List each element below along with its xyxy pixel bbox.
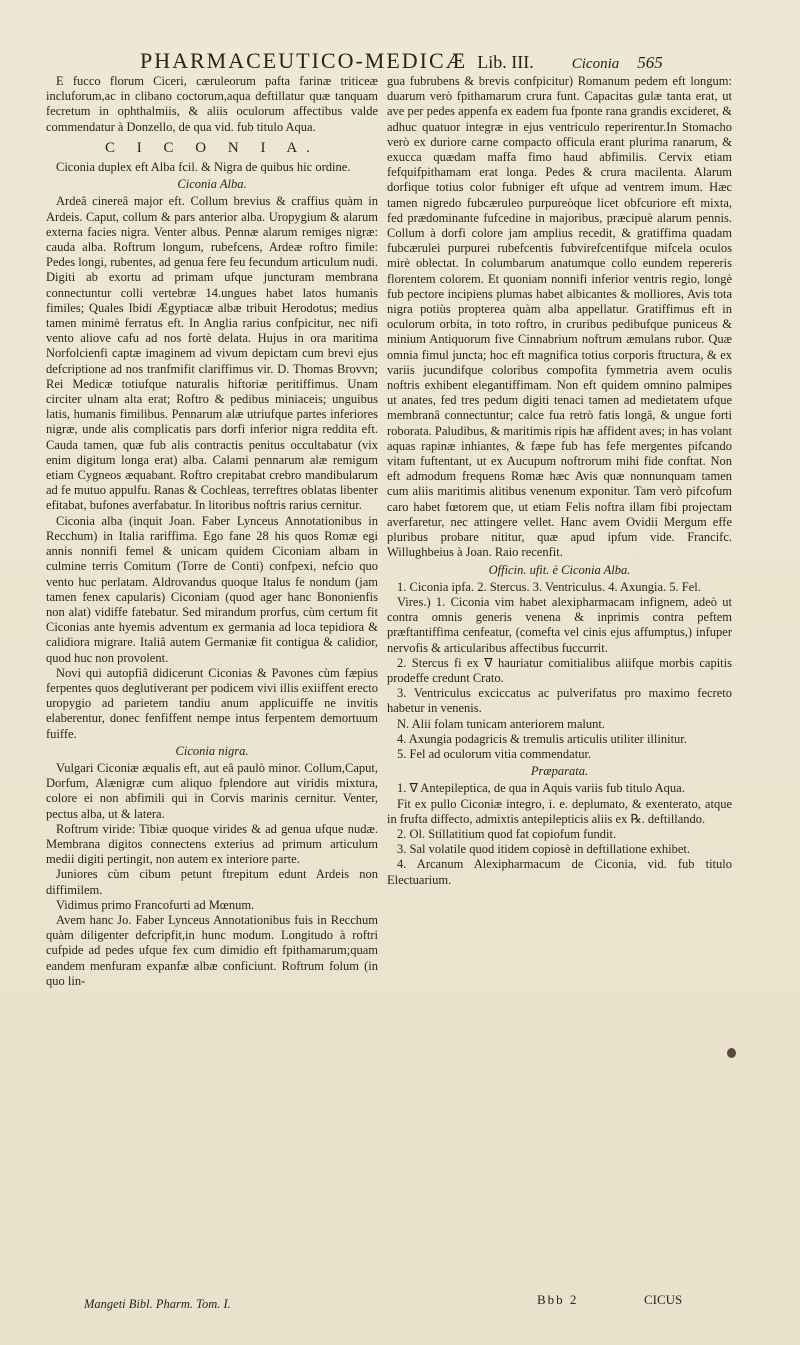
signature-mark: Bbb 2 (537, 1292, 579, 1307)
paragraph: Juniores cùm cibum petunt ftrepitum edunt Ardeis non diffimilem. (46, 867, 378, 897)
paragraph: Novi qui autopfiâ didicerunt Ciconias & Pavones cùm fæpius ferpentes quos deglutiverant per podicem vivi illis exiiffent erecto uropygio ad parietem tandiu anum applicuiffe ne invitis elaberentur, donec fenfiffent nempe intus ferpentem demortuum fuiffe. (46, 665, 378, 741)
subsection-title: Ciconia nigra. (175, 743, 249, 758)
section-headword: Ciconia (571, 56, 620, 72)
paragraph: 5. Fel ad oculorum vitia commendatur. (397, 746, 592, 761)
paragraph: 3. Ventriculus exciccatus ac pulverifatus pro maximo fecreto habetur in venenis. (387, 686, 732, 716)
paragraph: N. Alii folam tunicam anteriorem malunt. (397, 716, 605, 731)
paragraph: Vidimus primo Francofurti ad Mœnum. (56, 897, 255, 912)
subsection-title: Præparata. (530, 764, 589, 779)
paragraph: 1. ∇ Antepileptica, de qua in Aquis variis fub titulo Aqua. (397, 781, 685, 796)
catchword: CICUS (644, 1292, 683, 1307)
paragraph: Vires.) 1. Ciconia vim habet alexipharmacam infignem, adeò ut contra omnis generis venena & inprimis contra peftem præftantiffima cenfeatur, (comefta vel cinis ejus affumptus,) infuper nervofis & articularibus affectibus fuccurrit. (387, 594, 732, 655)
footer-source: Mangeti Bibl. Pharm. Tom. I. (84, 1297, 231, 1311)
right-column (387, 74, 732, 888)
paragraph: Ciconia duplex eft Alba fcil. & Nigra de quibus hic ordine. (56, 160, 351, 175)
paragraph: 4. Arcanum Alexipharmacum de Ciconia, vid. fub titulo Electuarium. (387, 857, 732, 887)
paragraph: Vulgari Ciconiæ æqualis eft, aut eâ paulò minor. Collum,Caput, Dorfum, Alænigræ cum aliquo fplendore aut viridis mixtura, colore ei non abfimili qui in Corvis marinis cernitur. Venter, pectus alba, ut & latera. (46, 760, 378, 821)
ink-blot (727, 1048, 736, 1058)
page-number: 565 (637, 53, 663, 72)
paragraph: Ardeâ cinereâ major eft. Collum brevius & craffius quàm in Ardeis. Caput, collum & pars anterior alba. Uropygium & alarum externa facies nigra. Venter albus. Pennæ alarum remiges nigræ: cauda alba. Roftrum longum, rubefcens, Ardeæ roftro fimile: Pedes longi, rubentes, ad genua fere feu fecundum articulum nudi. Digiti ab exortu ad primam ufque juncturam membrana connectuntur colli vertebræ 14.ungues habet latos humanis fimiles; Quales Ibidi Ægyptiacæ albæ tribuit Herodotus; medius tamen minimè ferratus eft. In Anglia rarius confpicitur, nec nifi vento aliove cafu ad nos fortè delata. Hujus in ora maritima Norfolcienfi captæ imaginem ad vivum depictam cum brevi ejus defcriptione ad nos tranfmifit clariffimus vir. D. Thomas Brovvn; Rei Medicæ totiufque naturalis hiftoriæ peritiffimus. Unam circiter ulnam alta erat; Roftro & pedibus miniaceis; unguibus latis, humanis fimilibus. Pennarum alæ utriufque partes inferiores nigræ, unde alis complicatis pars dorfi inferior nigra reddita eft. Cauda tamen, quæ fub alis contractis penitus occultabatur (vix enim digitum longa erat) alba. Calami pennarum alæ remigum etiam Cygneos æquabant. Roftro crepitabat crebro mandibularum ad fe mutuo appulfu. Ranas & Cochleas, terreftres oblatas libenter efitabat, bufones averfabatur. In litoribus noftris rarius cernitur. (46, 194, 378, 513)
page-footer (40, 1292, 760, 1337)
paragraph: Avem hanc Jo. Faber Lynceus Annotationibus fuis in Recchum quàm diligenter defcripfit,in hunc modum. Longitudo à roftri cufpide ad pedes ufque fex cum dimidio eft fpithamarum;quam eandem menfuram expanfæ albæ conficiunt. Roftrum folum (in quo lin- (46, 912, 378, 988)
paragraph: 3. Sal volatile quod itidem copiosè in deftillatione exhibet. (397, 842, 690, 857)
running-title: PHARMACEUTICO-MEDICÆ (140, 48, 468, 73)
paragraph: 4. Axungia podagricis & tremulis articulis utiliter illinitur. (397, 731, 687, 746)
paragraph: 2. Stercus fi ex ∇ hauriatur comitialibus aliifque morbis capitis prodeffe credunt Crato. (387, 655, 732, 685)
left-column (46, 74, 378, 989)
paragraph: 1. Ciconia ipfa. 2. Stercus. 3. Ventriculus. 4. Axungia. 5. Fel. (397, 579, 701, 594)
section-title: C I C O N I A. (105, 139, 319, 156)
subsection-title: Officin. ufit. è Ciconia Alba. (488, 562, 631, 577)
book-number: Lib. III. (477, 52, 534, 72)
subsection-title: Ciconia Alba. (177, 177, 247, 192)
paragraph: Ciconia alba (inquit Joan. Faber Lynceus Annotationibus in Recchum) in Italia rariffima. Ego fane 28 his quos Romæ egi annis nonnifi femel & unicam quidem Ciconiam albam in culmine terris Comitum (Torre de Conti) confpexi, nefcio quo vento huc perlatam. Aldrovandus quoque Italus fe nondum (jam tamen fenex capularis) Ciconiam (quod ager hanc Bononienfis non alat) vidiffe fatebatur. Sed mirandum prorfus, cùm certum fit Ciconias ante hyemis adventum ex germania ad loca tepidiora & calidiora migrare. Italiâ autem Germaniæ fit contigua & calidior, quod huc non provolent. (46, 513, 378, 665)
paragraph: Fit ex pullo Ciconiæ integro, i. e. deplumato, & exenterato, atque in frufta diffecto, admixtis antepilepticis aliis ex ℞. deftillando. (387, 796, 732, 826)
paragraph: gua fubrubens & brevis confpicitur) Romanum pedem eft longum: duarum verò fpithamarum crura funt. Capacitas gulæ tanta erat, ut ave per pedes appenfa ex eadem fua fponte rana grandis excideret, & adhuc quatuor integræ in ejus ventriculo reperirentur.In Stomacho verò ex duriore carne compacto officula erant plurima ranarum, & exucca quædam maffa fimo haud abfimilis. Cervix etiam fefquifpithamam erat longa. Pedes & crura macilenta. Alarum dorfique totius color fubniger eft ufque ad ventrem imum. Hæc tamen nigredo fubcæruleo purpureòque licet obfcuriore eft mixta, fed prædominante fufcedine in majoribus, præcipuè alarum pennis. Collum à dorfi colore jam amplius recedit, & gratiffima quadam fubcærulei purpurei rubefcentis fubvirefcentifque mifcela oculos mirè oblectat. In columbarum anatumque collo eundem repereris florentem colorem. Et quoniam nonnifi inferior ventris regio, longè fub pectore incipiens plumas habet albicantes & molliores, Avis tota nigra potiùs propterea quàm alba appellatur. Gratiffimus eft in oculorum orbita, in toto roftro, in cruribus pedibufque puniceus & minium Antiquorum five Cinnabrium noftrum æmulans rubor. Quæ omnia fimul juncta; hoc eft magnifica totius corporis ftructura, & ex variis jucundifque coloribus compofita fymmetria avem oculis noftris exhibent elegantiffimam. Non eft quidem omnino palmipes ut anates, fed tres pedum digiti tenaci tamen ad medietatem ufque membranâ connectuntur; calce fua retrò fatis longâ, & ungue forti roborata. Paludibus, & maritimis ripis hæ affident aves; in has volant aquas rapinæ inhiantes, & fæpe fub has fefe mergentes pifcando vitam fuftentant, ut ex Aucupum noftrorum mihi fide conftat. Non eft admodum frequens Romæ hæc Avis quæ nonnunquam tamen cum aliis maritimis alitibus venenum exponitur. Tam verò pifcofum caro habet fœtorem que, ut etiam Felis noftra illam fibi projectam averfaretur, nec attingere vellet. Hanc avem Ovidii Mergum effe pluribus probare nititur, quæ apud ipfum vide. Francifc. Willughbeius à Joan. Raio recenfit. (387, 74, 732, 560)
paragraph: E fucco florum Ciceri, cæruleorum pafta farinæ triticeæ incluforum,ac in clibano coctorum,aqua deftillatur quæ tanquam fecretum in ophthalmiis, & aliis oculorum affectibus valde commendatur à Donzello, de qua vid. fub titulo Aqua. (46, 74, 378, 134)
paragraph: 2. Ol. Stillatitium quod fat copiofum fundit. (397, 826, 617, 841)
paragraph: Roftrum viride: Tibiæ quoque virides & ad genua ufque nudæ. Membrana digitos connectens exterius ad primum articulum medii digiti pertingit, non autem ex interiore parte. (46, 821, 378, 867)
running-header (140, 48, 760, 76)
